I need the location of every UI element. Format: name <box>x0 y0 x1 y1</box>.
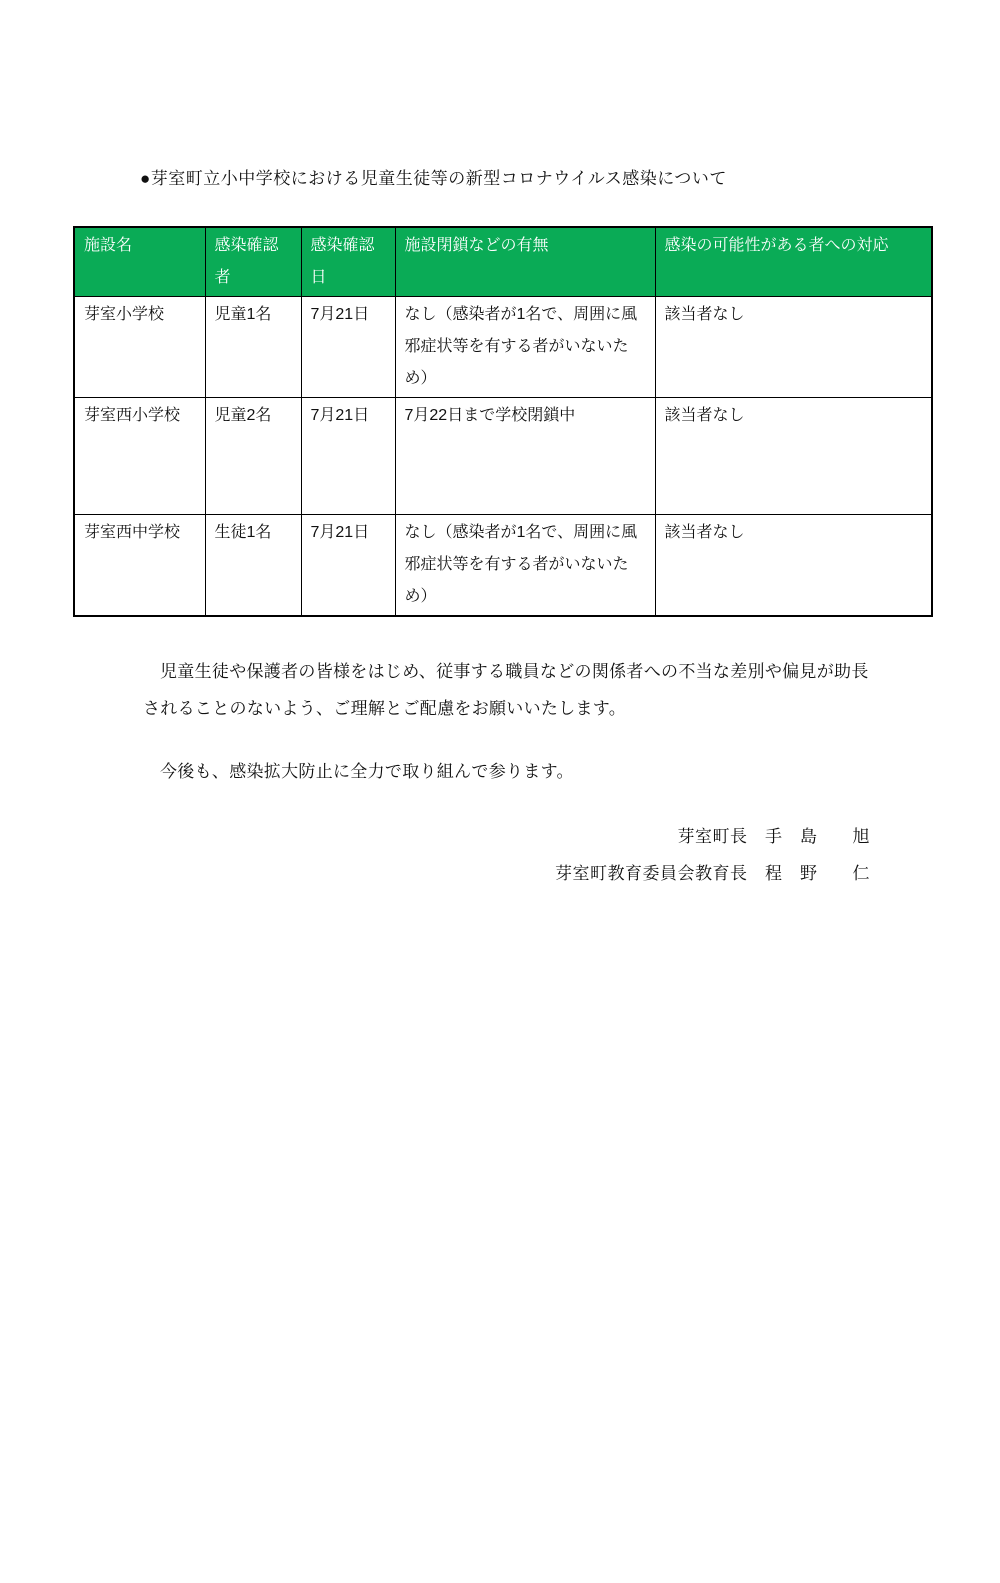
col-header-confirmed-person: 感染確認者 <box>205 227 301 297</box>
col-header-contact-response: 感染の可能性がある者への対応 <box>655 227 932 297</box>
col-header-closure-status: 施設閉鎖などの有無 <box>395 227 655 297</box>
cell-confirmed-date: 7月21日 <box>301 398 395 515</box>
cell-closure-status: なし（感染者が1名で、周囲に風邪症状等を有する者がいないため） <box>395 515 655 617</box>
cell-confirmed-date: 7月21日 <box>301 297 395 398</box>
signature-superintendent: 芽室町教育委員会教育長 程 野 仁 <box>555 864 870 883</box>
signature-mayor: 芽室町長 手 島 旭 <box>677 827 870 846</box>
cell-closure-status: なし（感染者が1名で、周囲に風邪症状等を有する者がいないため） <box>395 297 655 398</box>
paragraph-commitment: 今後も、感染拡大防止に全力で取り組んで参ります。 <box>160 762 574 781</box>
cell-closure-status: 7月22日まで学校閉鎖中 <box>395 398 655 515</box>
cell-confirmed-date: 7月21日 <box>301 515 395 617</box>
table-header-row <box>74 227 932 297</box>
infection-table <box>73 226 933 617</box>
document-title: ●芽室町立小中学校における児童生徒等の新型コロナウイルス感染について <box>140 169 727 188</box>
table-row <box>74 515 932 617</box>
signature-block <box>0 818 870 892</box>
cell-confirmed-person: 児童2名 <box>205 398 301 515</box>
cell-contact-response: 該当者なし <box>655 515 932 617</box>
cell-facility-name: 芽室小学校 <box>74 297 205 398</box>
table-row <box>74 398 932 515</box>
paragraph-discrimination-notice: 児童生徒や保護者の皆様をはじめ、従事する職員などの関係者への不当な差別や偏見が助長されることのないよう、ご理解とご配慮をお願いいたします。 <box>143 662 869 718</box>
cell-contact-response: 該当者なし <box>655 297 932 398</box>
cell-facility-name: 芽室西中学校 <box>74 515 205 617</box>
col-header-facility-name: 施設名 <box>74 227 205 297</box>
cell-confirmed-person: 児童1名 <box>205 297 301 398</box>
cell-confirmed-person: 生徒1名 <box>205 515 301 617</box>
document-page <box>0 168 1000 1583</box>
table-row <box>74 297 932 398</box>
cell-contact-response: 該当者なし <box>655 398 932 515</box>
cell-facility-name: 芽室西小学校 <box>74 398 205 515</box>
col-header-confirmed-date: 感染確認日 <box>301 227 395 297</box>
